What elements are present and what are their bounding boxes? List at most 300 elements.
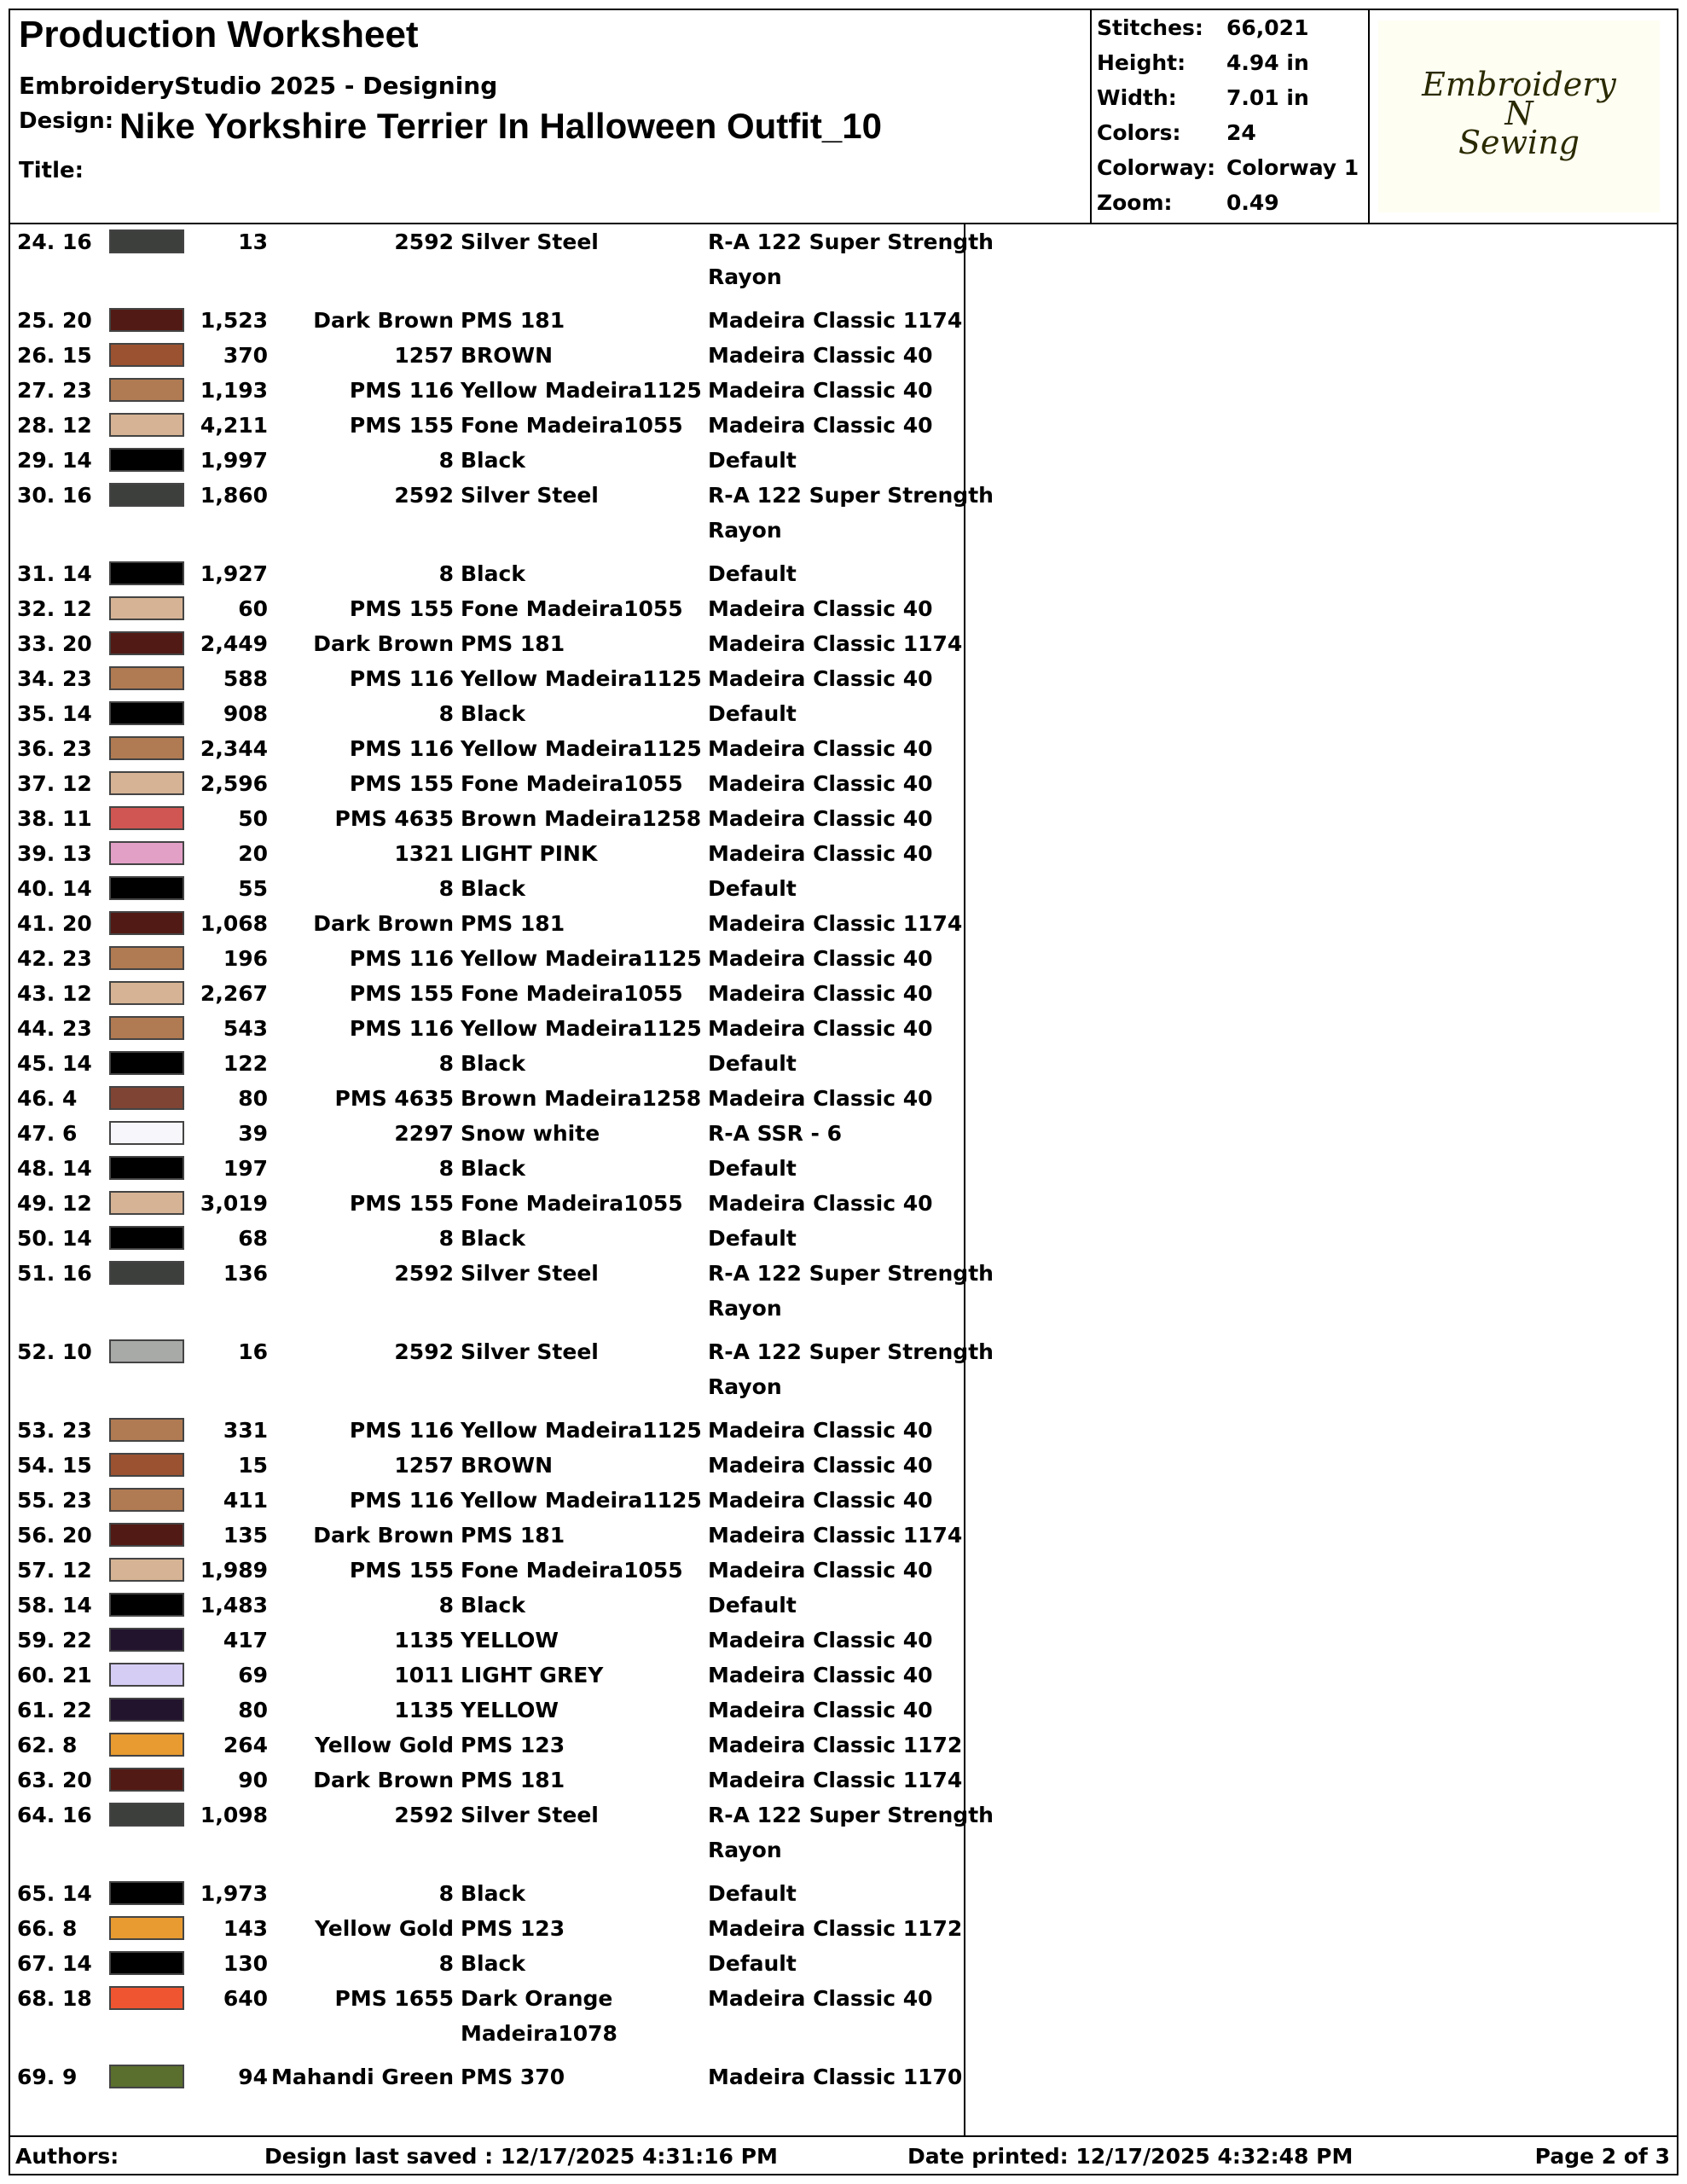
- thread-manufacturer-continued: Rayon: [708, 1374, 782, 1399]
- color-swatch: [109, 1523, 184, 1547]
- thread-code: 1135: [394, 1628, 454, 1653]
- color-swatch: [109, 1803, 184, 1827]
- thread-manufacturer: Madeira Classic 40: [708, 771, 933, 796]
- thread-name: Yellow Madeira1125: [461, 736, 702, 761]
- thread-code: PMS 116: [349, 1016, 454, 1041]
- thread-manufacturer: Madeira Classic 40: [708, 1663, 933, 1687]
- table-row: [10, 1256, 994, 1321]
- thread-name: PMS 181: [461, 1523, 565, 1548]
- table-row: [10, 906, 964, 941]
- thread-code: PMS 116: [349, 378, 454, 403]
- color-swatch: [109, 1986, 184, 2010]
- thread-name: Black: [461, 1226, 525, 1251]
- table-row: [10, 1946, 964, 1981]
- thread-manufacturer: Madeira Classic 40: [708, 1086, 933, 1111]
- thread-name-continued: Madeira1078: [461, 2021, 617, 2046]
- thread-code: 8: [438, 1951, 454, 1976]
- stitch-count: 1,989: [200, 1558, 268, 1583]
- color-swatch: [109, 1339, 184, 1363]
- thread-manufacturer: Default: [708, 1051, 797, 1076]
- color-swatch: [109, 841, 184, 865]
- table-row: [10, 338, 964, 373]
- color-swatch: [109, 1593, 184, 1617]
- color-swatch: [109, 631, 184, 655]
- thread-name: YELLOW: [461, 1628, 559, 1653]
- table-row: [10, 1334, 994, 1399]
- color-number: 61. 22: [17, 1698, 92, 1722]
- thread-name: Black: [461, 1156, 525, 1181]
- stitch-count: 2,596: [200, 771, 268, 796]
- color-swatch: [109, 1051, 184, 1075]
- table-row: [10, 836, 964, 871]
- thread-code: PMS 155: [349, 981, 454, 1006]
- color-swatch: [109, 1558, 184, 1582]
- title-label: Title:: [19, 158, 84, 183]
- thread-code: 8: [438, 1881, 454, 1906]
- table-row: [10, 1798, 994, 1862]
- color-number: 27. 23: [17, 378, 92, 403]
- table-row: [10, 408, 964, 443]
- table-row: [10, 871, 964, 906]
- thread-manufacturer: Madeira Classic 40: [708, 1418, 933, 1443]
- thread-manufacturer: Madeira Classic 1174: [708, 1523, 963, 1548]
- stitch-count: 1,997: [200, 448, 268, 473]
- stat-row: [1097, 85, 1363, 120]
- color-number: 69. 9: [17, 2065, 78, 2089]
- stitch-count: 2,344: [200, 736, 268, 761]
- stat-label: Colors:: [1097, 120, 1181, 145]
- thread-manufacturer: Default: [708, 448, 797, 473]
- thread-manufacturer: Madeira Classic 40: [708, 1453, 933, 1478]
- thread-manufacturer: Madeira Classic 1174: [708, 1768, 963, 1792]
- thread-code: 2592: [394, 1261, 454, 1286]
- design-label: Design:: [19, 108, 114, 134]
- stitch-count: 143: [223, 1916, 268, 1941]
- thread-manufacturer: Madeira Classic 40: [708, 1558, 933, 1583]
- thread-name: Silver Steel: [461, 483, 599, 508]
- color-number: 52. 10: [17, 1339, 92, 1364]
- thread-code: 8: [438, 1593, 454, 1618]
- thread-manufacturer: Madeira Classic 40: [708, 1628, 933, 1653]
- thread-manufacturer: Madeira Classic 40: [708, 841, 933, 866]
- thread-code: 2297: [394, 1121, 454, 1146]
- table-row: [10, 1588, 964, 1623]
- thread-code: 8: [438, 1226, 454, 1251]
- color-number: 41. 20: [17, 911, 92, 936]
- color-number: 55. 23: [17, 1488, 92, 1513]
- thread-name: Yellow Madeira1125: [461, 946, 702, 971]
- thread-name: Fone Madeira1055: [461, 1191, 683, 1216]
- thread-code: PMS 155: [349, 771, 454, 796]
- app-subtitle: EmbroideryStudio 2025 - Designing: [19, 72, 498, 100]
- table-row: [10, 373, 964, 408]
- color-number: 60. 21: [17, 1663, 92, 1687]
- thread-code: Yellow Gold: [314, 1733, 454, 1757]
- thread-name: Fone Madeira1055: [461, 413, 683, 438]
- thread-manufacturer-continued: Rayon: [708, 264, 782, 289]
- table-row: [10, 303, 964, 338]
- table-row: [10, 1186, 964, 1221]
- color-number: 53. 23: [17, 1418, 92, 1443]
- color-number: 44. 23: [17, 1016, 92, 1041]
- color-number: 62. 8: [17, 1733, 78, 1757]
- thread-manufacturer: Default: [708, 1226, 797, 1251]
- color-number: 64. 16: [17, 1803, 92, 1827]
- color-swatch: [109, 806, 184, 830]
- thread-code: 8: [438, 1156, 454, 1181]
- color-number: 29. 14: [17, 448, 92, 473]
- thread-name: LIGHT PINK: [461, 841, 598, 866]
- thread-code: 1135: [394, 1698, 454, 1722]
- stitch-count: 1,523: [200, 308, 268, 333]
- color-number: 24. 16: [17, 229, 92, 254]
- stat-value: 0.49: [1226, 190, 1279, 215]
- color-swatch: [109, 596, 184, 620]
- thread-name: Fone Madeira1055: [461, 981, 683, 1006]
- color-number: 38. 11: [17, 806, 92, 831]
- stat-label: Width:: [1097, 85, 1177, 110]
- page-title: Production Worksheet: [19, 14, 419, 55]
- table-row: [10, 1151, 964, 1186]
- color-number: 63. 20: [17, 1768, 92, 1792]
- thread-manufacturer: R-A 122 Super Strength: [708, 1261, 994, 1286]
- color-number: 48. 14: [17, 1156, 92, 1181]
- thread-code: PMS 116: [349, 1418, 454, 1443]
- thread-manufacturer: R-A 122 Super Strength: [708, 483, 994, 508]
- thread-manufacturer: Default: [708, 1881, 797, 1906]
- thread-manufacturer: Default: [708, 876, 797, 901]
- stitch-count: 136: [223, 1261, 268, 1286]
- stitch-count: 80: [238, 1086, 268, 1111]
- color-swatch: [109, 736, 184, 760]
- table-row: [10, 1116, 964, 1151]
- stitch-count: 908: [223, 701, 268, 726]
- thread-code: Dark Brown: [313, 911, 454, 936]
- thread-name: PMS 181: [461, 631, 565, 656]
- thread-manufacturer: Madeira Classic 40: [708, 596, 933, 621]
- thread-code: PMS 4635: [334, 1086, 454, 1111]
- color-swatch: [109, 946, 184, 970]
- thread-manufacturer: R-A 122 Super Strength: [708, 229, 994, 254]
- brand-logo: [1378, 20, 1660, 212]
- color-swatch: [109, 308, 184, 332]
- thread-name: Yellow Madeira1125: [461, 378, 702, 403]
- table-row: [10, 1693, 964, 1728]
- color-number: 54. 15: [17, 1453, 92, 1478]
- color-swatch: [109, 666, 184, 690]
- color-number: 58. 14: [17, 1593, 92, 1618]
- color-swatch: [109, 1698, 184, 1722]
- thread-manufacturer: Madeira Classic 40: [708, 1191, 933, 1216]
- thread-code: Dark Brown: [313, 308, 454, 333]
- stat-value: 24: [1226, 120, 1256, 145]
- thread-code: PMS 116: [349, 666, 454, 691]
- color-number: 47. 6: [17, 1121, 78, 1146]
- stitch-count: 196: [223, 946, 268, 971]
- color-number: 67. 14: [17, 1951, 92, 1976]
- color-number: 57. 12: [17, 1558, 92, 1583]
- stitch-count: 4,211: [200, 413, 268, 438]
- logo-line-1: Embroidery: [1422, 66, 1616, 103]
- stat-row: [1097, 120, 1363, 155]
- color-swatch: [109, 483, 184, 507]
- stitch-count: 640: [223, 1986, 268, 2011]
- table-row: [10, 1658, 964, 1693]
- thread-manufacturer: Madeira Classic 1174: [708, 631, 963, 656]
- thread-name: Silver Steel: [461, 229, 599, 254]
- thread-name: Brown Madeira1258: [461, 806, 702, 831]
- thread-manufacturer-continued: Rayon: [708, 1296, 782, 1321]
- thread-code: Yellow Gold: [314, 1916, 454, 1941]
- stitch-count: 13: [238, 229, 268, 254]
- color-swatch: [109, 1226, 184, 1250]
- thread-manufacturer: Default: [708, 1951, 797, 1976]
- table-row: [10, 661, 964, 696]
- color-swatch: [109, 1628, 184, 1652]
- thread-name: Black: [461, 876, 525, 901]
- table-row: [10, 1553, 964, 1588]
- thread-manufacturer: Madeira Classic 40: [708, 946, 933, 971]
- stitch-count: 15: [238, 1453, 268, 1478]
- footer-date-printed: Date printed: 12/17/2025 4:32:48 PM: [907, 2144, 1354, 2169]
- color-number: 50. 14: [17, 1226, 92, 1251]
- table-row: [10, 1728, 964, 1763]
- thread-manufacturer: Madeira Classic 40: [708, 666, 933, 691]
- thread-name: BROWN: [461, 1453, 554, 1478]
- thread-manufacturer: R-A SSR - 6: [708, 1121, 842, 1146]
- table-row: [10, 1876, 964, 1911]
- thread-manufacturer: Madeira Classic 40: [708, 1986, 933, 2011]
- color-number: 66. 8: [17, 1916, 78, 1941]
- logo-line-3: Sewing: [1458, 124, 1580, 161]
- color-swatch: [109, 1733, 184, 1757]
- stat-value: 4.94 in: [1226, 50, 1309, 75]
- table-row: [10, 1518, 964, 1553]
- thread-name: Yellow Madeira1125: [461, 1418, 702, 1443]
- stitch-count: 60: [238, 596, 268, 621]
- color-number: 56. 20: [17, 1523, 92, 1548]
- thread-manufacturer: R-A 122 Super Strength: [708, 1339, 994, 1364]
- thread-code: PMS 155: [349, 1558, 454, 1583]
- worksheet-header: [10, 10, 1677, 224]
- stitch-count: 20: [238, 841, 268, 866]
- thread-manufacturer: Madeira Classic 1170: [708, 2065, 963, 2089]
- table-row: [10, 1911, 964, 1946]
- color-number: 68. 18: [17, 1986, 92, 2011]
- stat-value: Colorway 1: [1226, 155, 1359, 180]
- color-number: 26. 15: [17, 343, 92, 368]
- table-row: [10, 941, 964, 976]
- thread-code: 8: [438, 701, 454, 726]
- thread-name: Fone Madeira1055: [461, 596, 683, 621]
- thread-manufacturer: Madeira Classic 1174: [708, 308, 963, 333]
- thread-name: Silver Steel: [461, 1339, 599, 1364]
- stitch-count: 2,267: [200, 981, 268, 1006]
- thread-manufacturer: Madeira Classic 40: [708, 343, 933, 368]
- table-row: [10, 1081, 964, 1116]
- stitch-count: 370: [223, 343, 268, 368]
- thread-code: Mahandi Green: [271, 2065, 454, 2089]
- stitch-count: 68: [238, 1226, 268, 1251]
- worksheet-frame: [9, 9, 1678, 2175]
- table-row: [10, 1981, 964, 2046]
- color-swatch: [109, 1086, 184, 1110]
- stitch-count: 16: [238, 1339, 268, 1364]
- table-row: [10, 976, 964, 1011]
- thread-name: Black: [461, 561, 525, 586]
- color-number: 32. 12: [17, 596, 92, 621]
- stat-label: Stitches:: [1097, 15, 1203, 40]
- color-number: 42. 23: [17, 946, 92, 971]
- color-sequence-table: [10, 224, 994, 2135]
- color-swatch: [109, 1261, 184, 1285]
- color-number: 39. 13: [17, 841, 92, 866]
- thread-manufacturer: Madeira Classic 1174: [708, 911, 963, 936]
- thread-name: Brown Madeira1258: [461, 1086, 702, 1111]
- thread-name: Black: [461, 1593, 525, 1618]
- stitch-count: 588: [223, 666, 268, 691]
- thread-code: 2592: [394, 1339, 454, 1364]
- color-number: 45. 14: [17, 1051, 92, 1076]
- color-swatch: [109, 1453, 184, 1477]
- color-swatch: [109, 1488, 184, 1512]
- thread-code: PMS 155: [349, 413, 454, 438]
- color-swatch: [109, 1191, 184, 1215]
- stitch-count: 264: [223, 1733, 268, 1757]
- thread-name: BROWN: [461, 343, 554, 368]
- thread-manufacturer: Madeira Classic 40: [708, 1698, 933, 1722]
- thread-name: Yellow Madeira1125: [461, 1016, 702, 1041]
- thread-name: LIGHT GREY: [461, 1663, 604, 1687]
- table-row: [10, 591, 964, 626]
- thread-code: PMS 116: [349, 946, 454, 971]
- stitch-count: 3,019: [200, 1191, 268, 1216]
- thread-code: PMS 1655: [334, 1986, 454, 2011]
- color-number: 30. 16: [17, 483, 92, 508]
- stitch-count: 1,068: [200, 911, 268, 936]
- thread-name: PMS 370: [461, 2065, 565, 2089]
- thread-code: Dark Brown: [313, 1523, 454, 1548]
- color-swatch: [109, 1768, 184, 1792]
- thread-manufacturer: Madeira Classic 40: [708, 413, 933, 438]
- color-swatch: [109, 1121, 184, 1145]
- color-swatch: [109, 448, 184, 472]
- thread-manufacturer: Default: [708, 1593, 797, 1618]
- table-row: [10, 1011, 964, 1046]
- header-info: [10, 10, 1090, 223]
- stitch-count: 55: [238, 876, 268, 901]
- stitch-count: 411: [223, 1488, 268, 1513]
- color-swatch: [109, 1881, 184, 1905]
- stitch-count: 1,973: [200, 1881, 268, 1906]
- table-row: [10, 696, 964, 731]
- table-row: [10, 801, 964, 836]
- footer-last-saved: Design last saved : 12/17/2025 4:31:16 PM: [264, 2144, 778, 2169]
- table-row: [10, 478, 994, 543]
- color-number: 43. 12: [17, 981, 92, 1006]
- thread-code: 8: [438, 1051, 454, 1076]
- stat-row: [1097, 155, 1363, 190]
- color-swatch: [109, 701, 184, 725]
- color-swatch: [109, 1663, 184, 1687]
- thread-code: PMS 4635: [334, 806, 454, 831]
- table-row: [10, 1623, 964, 1658]
- stitch-count: 1,193: [200, 378, 268, 403]
- stitch-count: 90: [238, 1768, 268, 1792]
- color-swatch: [109, 378, 184, 402]
- thread-name: Snow white: [461, 1121, 600, 1146]
- color-swatch: [109, 343, 184, 367]
- thread-code: PMS 155: [349, 1191, 454, 1216]
- thread-code: PMS 155: [349, 596, 454, 621]
- stitch-count: 1,927: [200, 561, 268, 586]
- color-number: 46. 4: [17, 1086, 78, 1111]
- table-row: [10, 1763, 964, 1798]
- thread-code: 1257: [394, 343, 454, 368]
- stitch-count: 331: [223, 1418, 268, 1443]
- footer-page-number: Page 2 of 3: [1534, 2144, 1670, 2169]
- table-row: [10, 1448, 964, 1483]
- color-number: 25. 20: [17, 308, 92, 333]
- table-row: [10, 626, 964, 661]
- thread-manufacturer-continued: Rayon: [708, 1838, 782, 1862]
- table-row: [10, 766, 964, 801]
- table-row: [10, 443, 964, 478]
- thread-manufacturer: Madeira Classic 40: [708, 378, 933, 403]
- stat-row: [1097, 50, 1363, 85]
- thread-name: PMS 123: [461, 1916, 565, 1941]
- thread-code: 1257: [394, 1453, 454, 1478]
- table-row: [10, 731, 964, 766]
- color-swatch: [109, 1418, 184, 1442]
- thread-manufacturer: Madeira Classic 40: [708, 981, 933, 1006]
- color-swatch: [109, 1916, 184, 1940]
- color-swatch: [109, 981, 184, 1005]
- color-number: 40. 14: [17, 876, 92, 901]
- thread-manufacturer: Madeira Classic 1172: [708, 1733, 963, 1757]
- color-swatch: [109, 1156, 184, 1180]
- color-number: 36. 23: [17, 736, 92, 761]
- thread-name: Black: [461, 448, 525, 473]
- stitch-count: 1,860: [200, 483, 268, 508]
- color-swatch: [109, 876, 184, 900]
- thread-code: 2592: [394, 229, 454, 254]
- thread-manufacturer: Madeira Classic 40: [708, 1488, 933, 1513]
- color-swatch: [109, 771, 184, 795]
- thread-name: Black: [461, 1881, 525, 1906]
- stitch-count: 543: [223, 1016, 268, 1041]
- thread-code: 1321: [394, 841, 454, 866]
- color-number: 35. 14: [17, 701, 92, 726]
- thread-name: PMS 181: [461, 911, 565, 936]
- thread-name: Black: [461, 701, 525, 726]
- thread-name: Yellow Madeira1125: [461, 666, 702, 691]
- stitch-count: 197: [223, 1156, 268, 1181]
- design-name: Nike Yorkshire Terrier In Halloween Outfit_10: [119, 106, 882, 146]
- thread-name: Fone Madeira1055: [461, 771, 683, 796]
- thread-manufacturer: Madeira Classic 40: [708, 736, 933, 761]
- color-swatch: [109, 561, 184, 585]
- color-number: 33. 20: [17, 631, 92, 656]
- thread-name: PMS 181: [461, 1768, 565, 1792]
- stitch-count: 94: [238, 2065, 268, 2089]
- thread-manufacturer: R-A 122 Super Strength: [708, 1803, 994, 1827]
- table-row: [10, 1483, 964, 1518]
- stitch-count: 135: [223, 1523, 268, 1548]
- thread-code: Dark Brown: [313, 631, 454, 656]
- table-row: [10, 1413, 964, 1448]
- color-swatch: [109, 1951, 184, 1975]
